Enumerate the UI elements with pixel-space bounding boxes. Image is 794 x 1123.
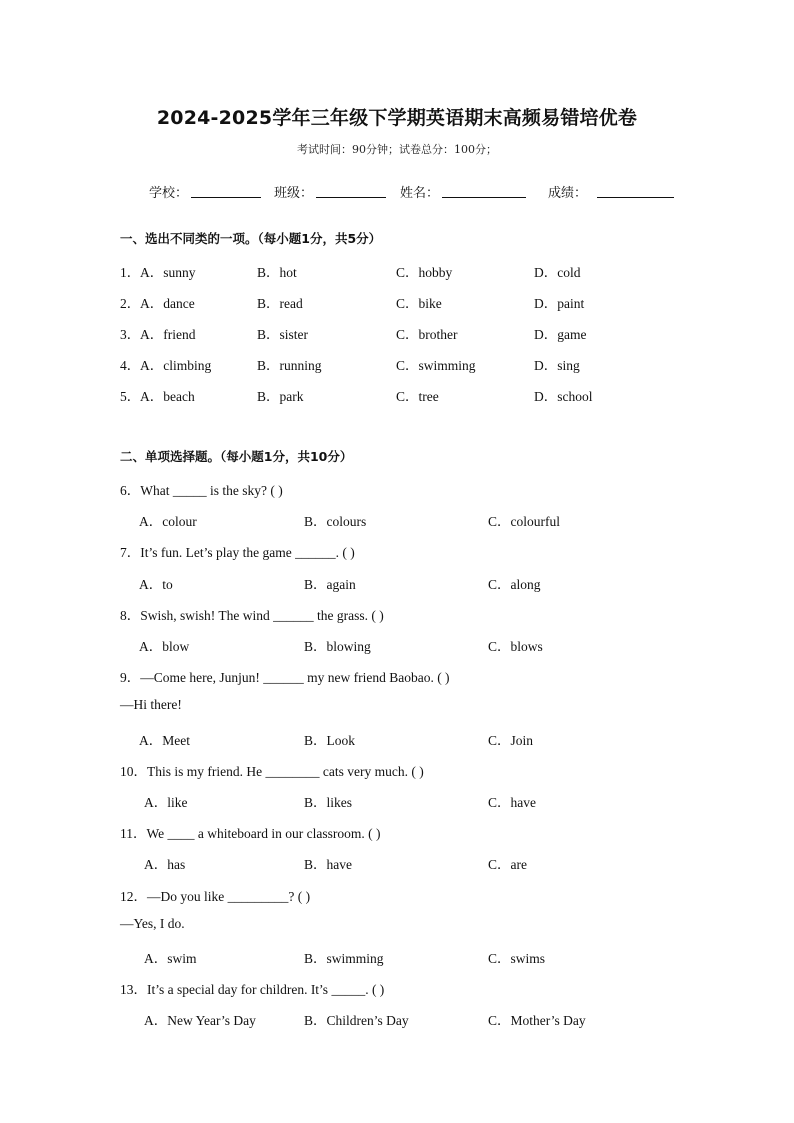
option-b: B．read <box>257 296 303 311</box>
option-d: D．paint <box>534 296 585 311</box>
option-b: B．hot <box>257 265 297 280</box>
option-c: C．Mother’s Day <box>488 1013 586 1028</box>
option-b: B．sister <box>257 327 309 342</box>
option-b: B．blowing <box>304 639 371 654</box>
option-d: D．cold <box>534 265 581 280</box>
option-c: C．tree <box>396 389 439 404</box>
student-info-row <box>149 180 689 202</box>
dialogue-reply: —Hi there! <box>120 697 182 712</box>
option-b: B．again <box>304 577 356 592</box>
option-a: A．to <box>139 577 173 592</box>
question-stem: 7．It’s fun. Let’s play the game ______. ( ) <box>120 545 355 560</box>
question-stem: 12．—Do you like _________? ( ) <box>120 889 311 904</box>
option-b: B．have <box>304 857 352 872</box>
school-label: 学校： <box>149 186 189 201</box>
option-c: C．swims <box>488 951 546 966</box>
question-number: 1． <box>120 265 141 280</box>
option-a: A．dance <box>140 296 195 311</box>
question-number: 2． <box>120 296 141 311</box>
class-blank[interactable] <box>316 197 386 198</box>
question-stem: 11．We ____ a whiteboard in our classroom. ( ) <box>120 826 381 841</box>
option-d: D．sing <box>534 358 580 373</box>
option-c: C．hobby <box>396 265 453 280</box>
option-a: A．New Year’s Day <box>144 1013 256 1028</box>
question-stem: 9．—Come here, Junjun! ______ my new friend Baobao. ( ) <box>120 670 450 685</box>
question-stem: 10．This is my friend. He ________ cats very much. ( ) <box>120 764 424 779</box>
page-title: 2024-2025学年三年级下学期英语期末高频易错培优卷 <box>156 107 638 129</box>
question-row <box>120 323 680 341</box>
question-number: 4． <box>120 358 141 373</box>
option-a: A．sunny <box>140 265 196 280</box>
question-row <box>120 354 680 372</box>
dialogue-reply: —Yes, I do. <box>120 916 185 931</box>
section-heading-1: 一、选出不同类的一项。（每小题1分，共5分） <box>120 231 382 246</box>
option-b: B．colours <box>304 514 367 529</box>
option-c: C．bike <box>396 296 442 311</box>
section-heading-2: 二、单项选择题。（每小题1分，共10分） <box>120 449 353 464</box>
option-c: C．Join <box>488 733 534 748</box>
name-label: 姓名： <box>400 186 440 201</box>
option-d: D．school <box>534 389 593 404</box>
option-a: A．beach <box>140 389 195 404</box>
option-a: A．colour <box>139 514 197 529</box>
class-label: 班级： <box>274 186 314 201</box>
question-row <box>120 385 680 403</box>
option-a: A．climbing <box>140 358 212 373</box>
score-label: 成绩： <box>548 186 588 201</box>
option-a: A．Meet <box>139 733 190 748</box>
question-number: 5． <box>120 389 141 404</box>
option-b: B．Children’s Day <box>304 1013 409 1028</box>
option-a: A．swim <box>144 951 197 966</box>
option-b: B．park <box>257 389 304 404</box>
question-stem: 6．What _____ is the sky? ( ) <box>120 483 283 498</box>
exam-time-info: 考试时间：90分钟；试卷总分：100分； <box>297 143 497 156</box>
question-row <box>120 292 680 310</box>
question-stem: 13．It’s a special day for children. It’s _____. ( ) <box>120 982 385 997</box>
option-c: C．swimming <box>396 358 476 373</box>
question-stem: 8．Swish, swish! The wind ______ the grass. ( ) <box>120 608 384 623</box>
option-c: C．along <box>488 577 541 592</box>
question-number: 3． <box>120 327 141 342</box>
option-b: B．swimming <box>304 951 384 966</box>
question-row <box>120 261 680 279</box>
option-a: A．has <box>144 857 186 872</box>
option-b: B．running <box>257 358 322 373</box>
score-blank[interactable] <box>597 197 674 198</box>
option-a: A．friend <box>140 327 196 342</box>
option-c: C．are <box>488 857 527 872</box>
option-c: C．colourful <box>488 514 560 529</box>
option-b: B．Look <box>304 733 356 748</box>
name-blank[interactable] <box>442 197 526 198</box>
option-c: C．brother <box>396 327 458 342</box>
option-a: A．blow <box>139 639 190 654</box>
option-c: C．have <box>488 795 536 810</box>
option-d: D．game <box>534 327 587 342</box>
school-blank[interactable] <box>191 197 261 198</box>
option-c: C．blows <box>488 639 543 654</box>
option-b: B．likes <box>304 795 353 810</box>
option-a: A．like <box>144 795 188 810</box>
